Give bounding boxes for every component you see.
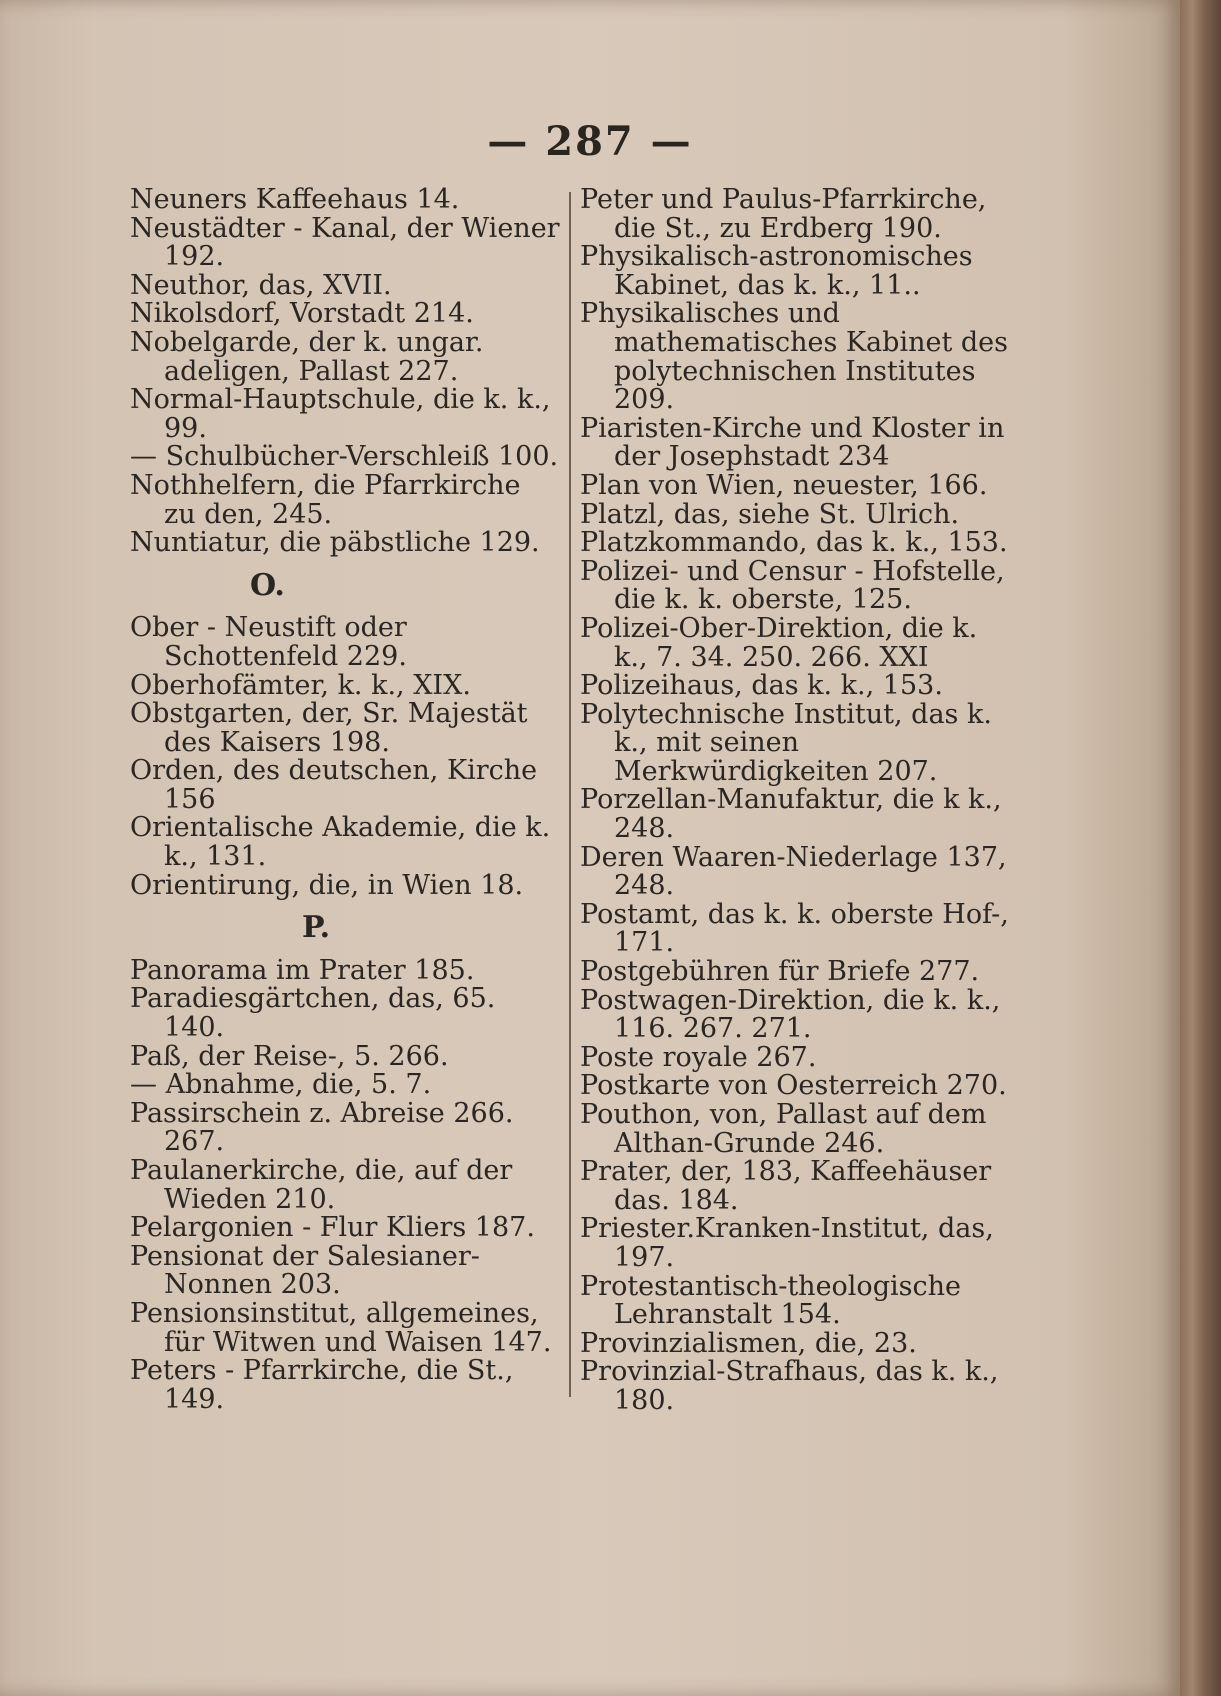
index-entry: Nuntiatur, die päbstliche 129. — [130, 527, 540, 559]
index-entry: — Abnahme, die, 5. 7. — [130, 1069, 432, 1101]
index-entry: Peter und Paulus-Pfarrkirche, die St., zu Erdberg 190. — [580, 184, 987, 244]
index-entry: Porzellan-Manufaktur, die k k., 248. — [580, 784, 1002, 845]
index-entry: Paulanerkirche, die, auf der Wieden 210. — [130, 1155, 513, 1215]
page-number: — 287 — — [487, 118, 693, 165]
index-entry: Postgebühren für Briefe 277. — [580, 956, 980, 988]
index-entry: Polizeihaus, das k. k., 153. — [580, 670, 943, 702]
index-entry: Paß, der Reise-, 5. 266. — [130, 1040, 449, 1072]
index-entry: Neustädter - Kanal, der Wiener 192. — [130, 212, 560, 273]
index-entry: Polizei- und Censur - Hofstelle, die k. k. oberste, 125. — [580, 555, 1005, 616]
index-entry: Postkarte von Oesterreich 270. — [580, 1070, 1007, 1102]
index-entry: Postwagen-Direktion, die k. k., 116. 267. 271. — [580, 984, 1001, 1045]
index-entry: Poste royale 267. — [580, 1041, 817, 1073]
index-entry: Orientalische Akademie, die k. k., 131. — [130, 812, 551, 873]
section-heading-o: O. — [250, 567, 285, 603]
index-entry: Neuthor, das, XVII. — [130, 269, 392, 301]
index-entry: Paradiesgärtchen, das, 65. 140. — [130, 983, 496, 1044]
index-entry: — Schulbücher-Verschleiß 100. — [130, 441, 559, 473]
index-entry: Platzl, das, siehe St. Ulrich. — [580, 498, 960, 530]
index-entry: Orientirung, die, in Wien 18. — [130, 869, 524, 901]
index-entry: Panorama im Prater 185. — [130, 954, 475, 986]
index-entry: Protestantisch-theologische Lehranstalt 154. — [580, 1270, 961, 1331]
index-entry: Platzkommando, das k. k., 153. — [580, 527, 1008, 559]
index-entry: Piaristen-Kirche und Kloster in der Josephstadt 234 — [580, 412, 1005, 473]
index-entry: Physikalisch-astronomisches Kabinet, das k. k., 11.. — [580, 241, 973, 301]
index-entry: Pensionsinstitut, allgemeines, für Witwen und Waisen 147. — [130, 1297, 552, 1358]
index-entry: Plan von Wien, neuester, 166. — [580, 469, 988, 501]
index-column-left — [130, 186, 560, 1414]
index-entry: Priester.Kranken-Institut, das, 197. — [580, 1213, 994, 1273]
index-entry: Nikolsdorf, Vorstadt 214. — [130, 298, 474, 330]
index-entry: Obstgarten, der, Sr. Majestät des Kaisers 198. — [130, 698, 528, 758]
index-entry: Physikalisches und mathematisches Kabinet des polytechnischen Institutes 209. — [580, 298, 1008, 416]
index-entry: Polizei-Ober-Direktion, die k. k., 7. 34. 250. 266. XXI — [580, 612, 978, 673]
index-entry: Nothhelfern, die Pfarrkirche zu den, 245. — [130, 469, 521, 530]
book-page-edges — [1180, 0, 1221, 1696]
index-entry: Pensionat der Salesianer-Nonnen 203. — [130, 1240, 480, 1301]
index-column-right — [580, 186, 1010, 1416]
index-entry: Nobelgarde, der k. ungar. adeligen, Pallast 227. — [130, 326, 484, 387]
index-entry: Provinzial-Strafhaus, das k. k., 180. — [580, 1356, 999, 1416]
index-entry: Passirschein z. Abreise 266. 267. — [130, 1097, 514, 1158]
index-entry: Peters - Pfarrkirche, die St., 149. — [130, 1355, 514, 1415]
index-entry: Normal-Hauptschule, die k. k., 99. — [130, 384, 551, 444]
index-entry: Postamt, das k. k. oberste Hof-, 171. — [580, 898, 1009, 959]
column-divider — [569, 192, 571, 1397]
index-entry: Provinzialismen, die, 23. — [580, 1327, 917, 1359]
index-entry: Neuners Kaffeehaus 14. — [130, 184, 460, 215]
index-entry: Pouthon, von, Pallast auf dem Althan-Grunde 246. — [580, 1099, 987, 1159]
index-entry: Polytechnische Institut, das k. k., mit seinen Merkwürdigkeiten 207. — [580, 698, 992, 787]
index-entry: Deren Waaren-Niederlage 137, 248. — [580, 841, 1007, 902]
index-entry: Oberhofämter, k. k., XIX. — [130, 669, 471, 701]
index-entry: Pelargonien - Flur Kliers 187. — [130, 1212, 535, 1244]
index-entry: Ober - Neustift oder Schottenfeld 229. — [130, 612, 407, 672]
index-entry: Prater, der, 183, Kaffeehäuser das. 184. — [580, 1156, 992, 1216]
section-heading-p: P. — [302, 910, 331, 946]
index-entry: Orden, des deutschen, Kirche 156 — [130, 755, 538, 815]
